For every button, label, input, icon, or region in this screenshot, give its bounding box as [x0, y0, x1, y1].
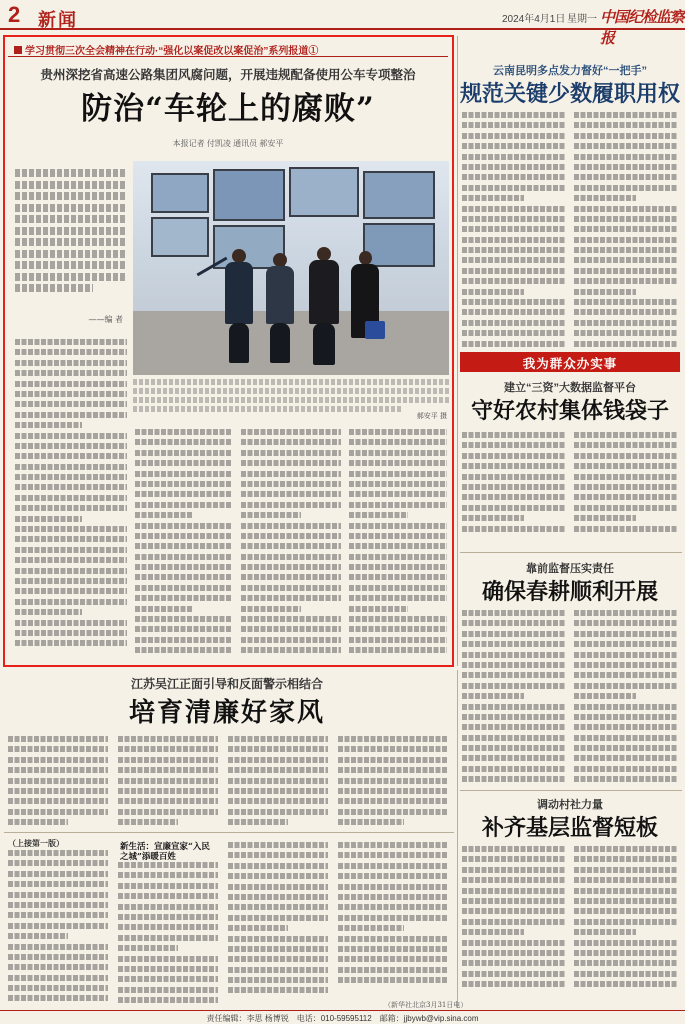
village-body-column	[574, 846, 678, 996]
sanzi-headline[interactable]: 守好农村集体钱袋子	[470, 398, 669, 424]
wujiang-body-column	[228, 736, 328, 836]
kunming-headline[interactable]: 规范关键少数履职用权	[460, 81, 681, 107]
series-square-icon	[14, 46, 22, 54]
spring-body-column	[462, 610, 566, 796]
wujiang-body-column	[118, 736, 218, 836]
issue-date: 2024年4月1日	[502, 14, 566, 25]
continued-body-column	[8, 850, 108, 1006]
article-byline: 本报记者 付凯凌 通讯员 郝安平	[172, 139, 284, 148]
issue-weekday: 星期一	[567, 14, 597, 25]
wujiang-body-column	[8, 736, 108, 836]
column-divider	[457, 36, 458, 666]
wujiang-intertitle: 新生活：宣廉宣家“入民之城”添暖百姓	[120, 842, 210, 862]
footer-credits: 责任编辑：李思 杨博锐 电话：010-59595112 邮箱：jjbywb@vip.sina.com	[206, 1014, 479, 1023]
spring-subtitle: 靠前监督压实责任	[526, 563, 614, 575]
masthead	[0, 0, 685, 47]
kunming-body-column	[574, 112, 678, 352]
village-body-column	[462, 846, 566, 996]
series-bar	[8, 41, 448, 57]
article-subtitle: 贵州深挖省高速公路集团风腐问题，开展违规配备使用公车专项整治	[40, 68, 416, 82]
village-subtitle: 调动村社力量	[537, 799, 603, 811]
wujiang-body-column	[118, 862, 218, 1008]
series-label: 学习贯彻三次全会精神在行动·“强化以案促改以案促治”系列报道①	[25, 46, 319, 57]
spring-body-column	[574, 610, 678, 796]
footer	[0, 1010, 685, 1024]
column-divider	[457, 670, 458, 1008]
wujiang-body-column	[338, 736, 448, 836]
column-banner-label: 我为群众办实事	[522, 357, 618, 371]
article-body-column	[135, 429, 231, 659]
photo-caption	[133, 379, 449, 419]
column-banner	[460, 352, 680, 372]
village-headline[interactable]: 补齐基层监督短板	[481, 815, 658, 841]
photo-credit: 郝安平 摄	[416, 412, 447, 420]
article-body-column	[15, 339, 127, 659]
editor-note	[15, 169, 127, 329]
wujiang-subtitle: 江苏吴江正面引导和反面警示相结合	[130, 677, 323, 691]
page-number: 2	[8, 2, 21, 27]
section-divider	[460, 790, 682, 791]
news-source: （新华社北京3月31日电）	[384, 1001, 468, 1009]
article-headline[interactable]: 防治“车轮上的腐败”	[81, 91, 375, 127]
wujiang-headline[interactable]: 培育清廉好家风	[128, 698, 325, 728]
article-photo[interactable]	[133, 161, 449, 375]
section-divider	[4, 832, 454, 833]
wujiang-body-column	[228, 842, 328, 1008]
article-body-column	[241, 429, 341, 659]
section-title: 新闻	[38, 10, 78, 31]
spring-headline[interactable]: 确保春耕顺利开展	[481, 579, 658, 605]
sanzi-subtitle: 建立“三资”大数据监督平台	[504, 382, 636, 394]
wujiang-body-column	[338, 842, 448, 994]
kunming-body-column	[462, 112, 566, 352]
continued-label: （上接第一版）	[8, 838, 64, 848]
editor-sign: ——编 者	[88, 315, 123, 324]
sanzi-body-column	[574, 432, 678, 542]
article-body-column	[349, 429, 447, 659]
main-article[interactable]	[3, 35, 454, 667]
paper-logo: 中国纪检监察报	[600, 8, 685, 47]
section-divider	[460, 552, 682, 553]
kunming-subtitle: 云南昆明多点发力督好“一把手”	[493, 65, 647, 77]
sanzi-body-column	[462, 432, 566, 542]
